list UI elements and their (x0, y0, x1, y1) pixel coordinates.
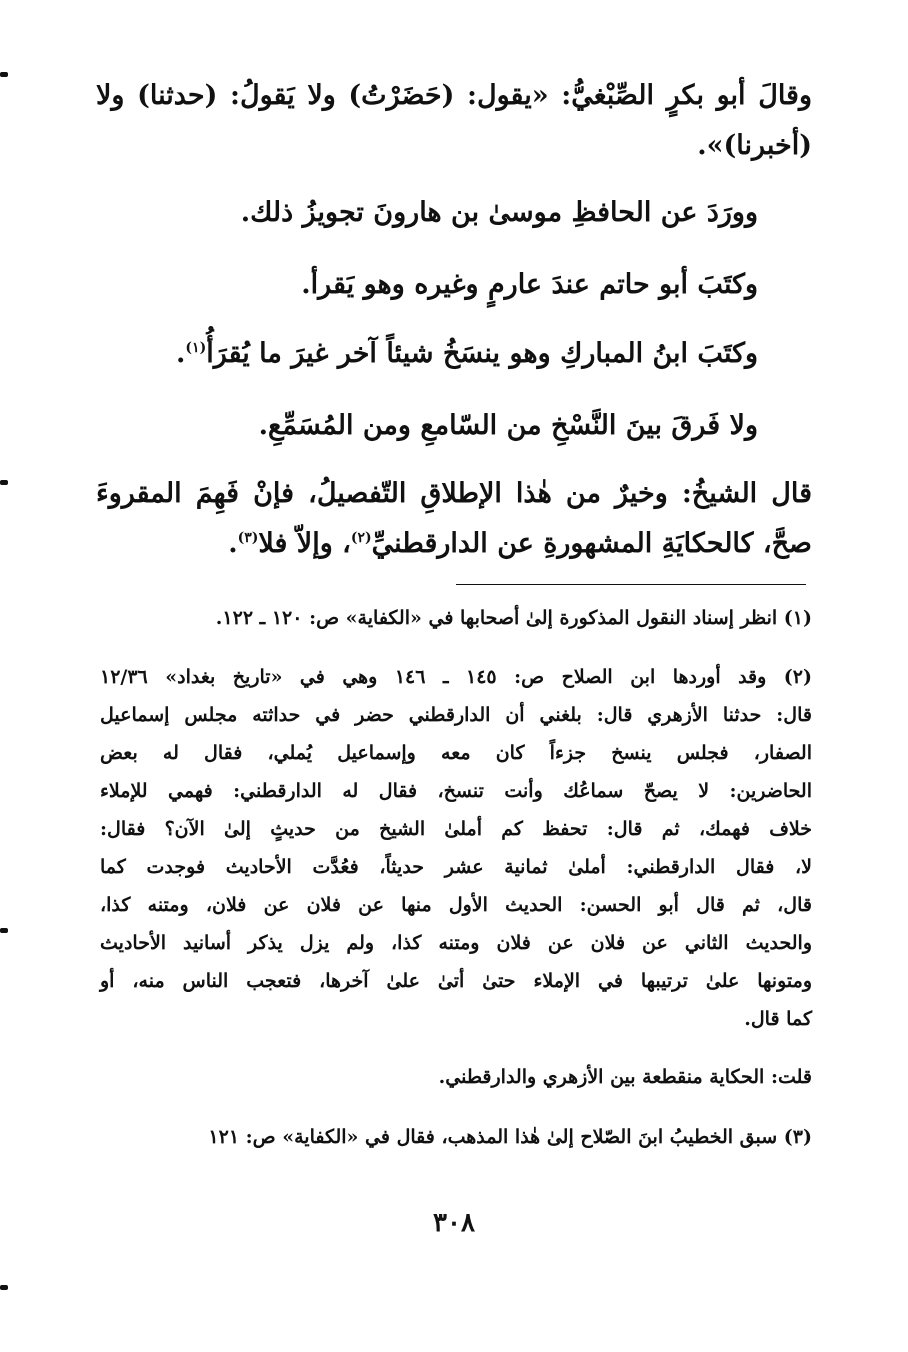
page-number: ٣٠٨ (433, 1208, 475, 1238)
scan-edge-mark (0, 72, 8, 77)
scan-edge-mark (0, 928, 8, 933)
main-line-4: وكتَبَ أبو حاتم عندَ عارمٍ وغيره وهو يَقرأ. (301, 269, 758, 300)
scan-edge-mark (0, 480, 8, 485)
footnote-2-note: قلت: الحكاية منقطعة بين الأزهري والدارقطني. (438, 1066, 812, 1088)
period: . (228, 528, 238, 559)
footnote-marker-1: (١) (185, 340, 207, 356)
footnote-marker-3: (٣) (237, 530, 259, 546)
main-line-5 (176, 334, 758, 374)
footnote-2-line-9: ومتونها علىٰ ترتيبها في الإملاء حتىٰ أتىٰ علىٰ آخرها، فتعجب الناس منه، أو (100, 970, 812, 992)
footnote-2-line-1: (٢) وقد أوردها ابن الصلاح ص: ١٤٥ ـ ١٤٦ وهي في «تاريخ بغداد» ١٢/٣٦ (100, 666, 813, 688)
main-line-8-text: صحَّ، كالحكايَةِ المشهورةِ عن الدارقطنيِّ (371, 528, 812, 559)
footnote-2-line-2: قال: حدثنا الأزهري قال: بلغني أن الدارقطني حضر في حداثته مجلس إسماعيل (100, 704, 812, 726)
footnote-2-line-7: قال، ثم قال أبو الحسن: الحديث الأول منها عن فلان عن فلان، ومتنه كذا، (100, 894, 812, 916)
footnote-separator (456, 584, 806, 585)
main-line-8 (228, 524, 812, 564)
footnote-marker-2: (٢) (350, 530, 372, 546)
main-line-1: وقالَ أبو بكرٍ الصِّبْغيُّ: «يقول: (حَضَرْتُ) ولا يَقولُ: (حدثنا) ولا (96, 80, 812, 111)
main-line-3: وورَدَ عن الحافظِ موسىٰ بن هارونَ تجويزُ ذلك. (240, 197, 758, 228)
main-line-6: ولا فَرقَ بينَ النَّسْخِ من السّامعِ ومن المُسَمِّعِ. (258, 410, 758, 441)
scan-edge-mark (0, 1285, 8, 1290)
footnote-2-line-6: لا، فقال الدارقطني: أملىٰ ثمانية عشر حديثاً، فعُدَّت الأحاديث فوجدت كما (100, 856, 812, 878)
footnote-2-line-5: خلاف فهمك، ثم قال: تحفظ كم أملىٰ الشيخ من حديثٍ إلىٰ الآن؟ فقال: (100, 818, 812, 840)
footnote-2-line-3: الصفار، فجلس ينسخ جزءاً كان معه وإسماعيل يُملي، فقال له بعض (100, 742, 812, 764)
footnote-3: (٣) سبق الخطيبُ ابنَ الصّلاح إلىٰ هٰذا المذهب، فقال في «الكفاية» ص: ١٢١ (208, 1126, 812, 1148)
main-line-2: (أخبرنا)». (697, 130, 812, 161)
main-line-8-tail: ، وإلاّ فلا (258, 528, 351, 559)
main-line-5-text: وكتَبَ ابنُ المباركِ وهو ينسَخُ شيئاً آخر غيرَ ما يُقرَأُ (206, 338, 758, 369)
footnote-2-line-4: الحاضرين: لا يصحّ سماعُك وأنت تنسخ، فقال له الدارقطني: فهمي للإملاء (100, 780, 812, 802)
footnote-1: (١) انظر إسناد النقول المذكورة إلىٰ أصحابها في «الكفاية» ص: ١٢٠ ـ ١٢٢. (215, 607, 812, 629)
period: . (176, 338, 186, 369)
main-line-7: قال الشيخُ: وخيرٌ من هٰذا الإطلاقِ التّفصيلُ، فإنْ فَهِمَ المقروءَ (96, 478, 812, 509)
footnote-2-line-8: والحديث الثاني عن فلان عن فلان ومتنه كذا، ولم يزل يذكر أسانيد الأحاديث (100, 932, 812, 954)
footnote-2-line-10: كما قال. (744, 1008, 812, 1030)
